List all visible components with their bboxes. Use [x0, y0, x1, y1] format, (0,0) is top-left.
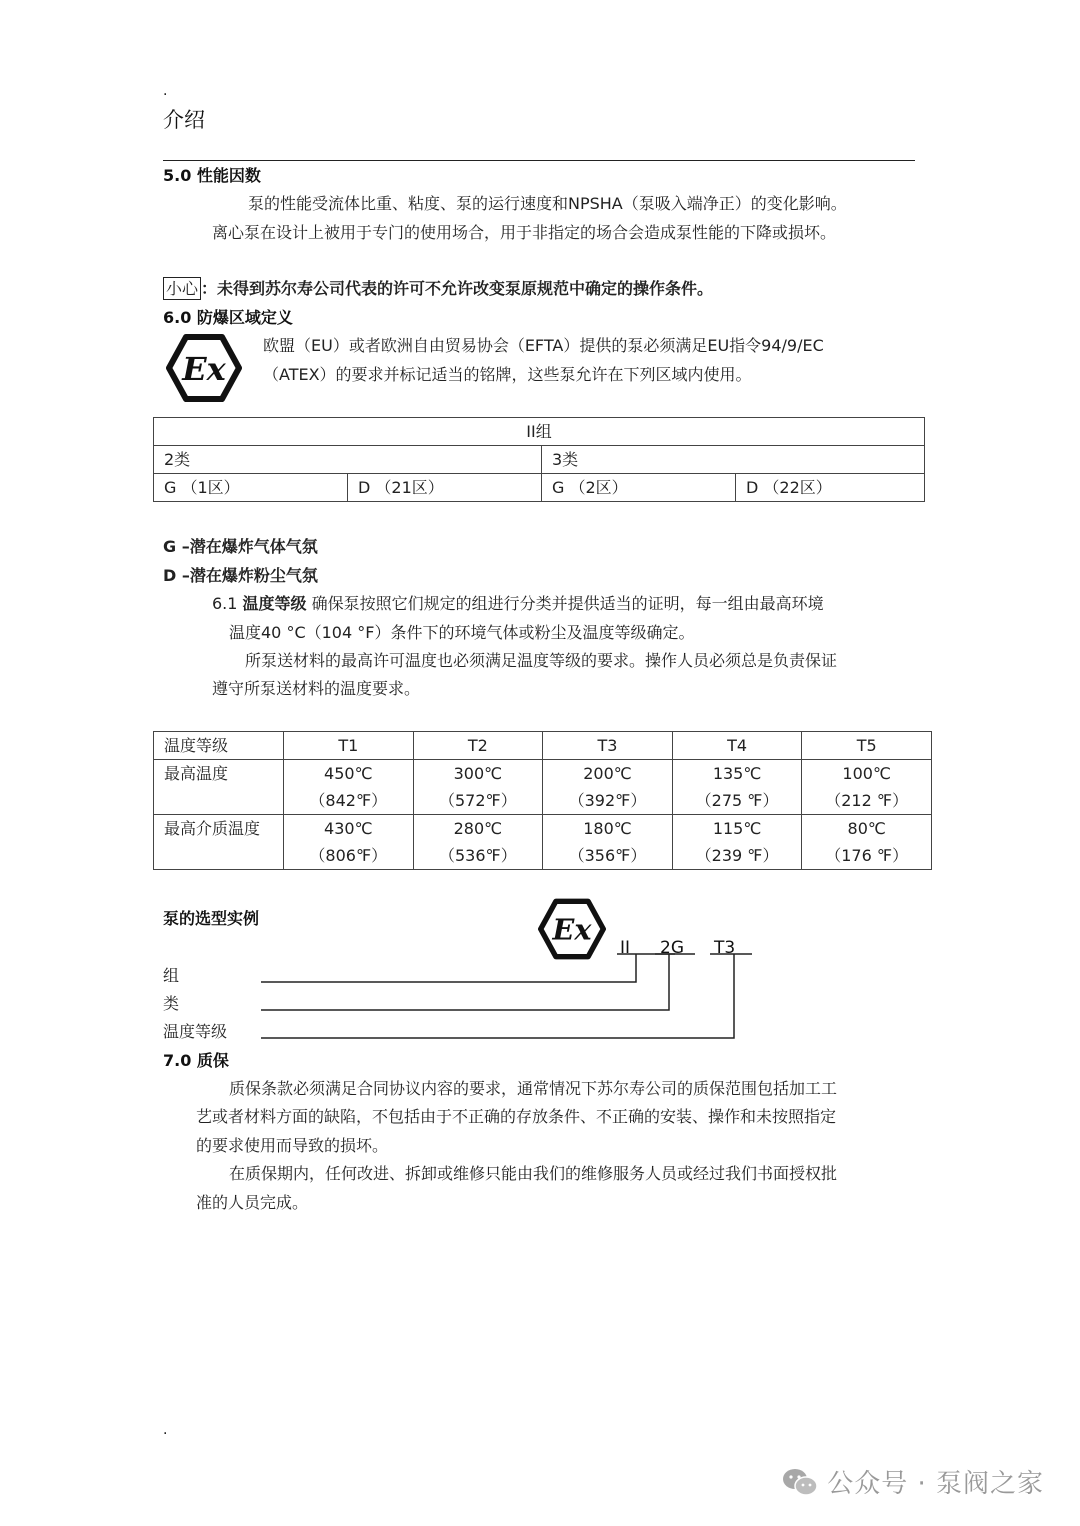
watermark-text: 公众号 · 泵阀之家: [827, 1469, 1044, 1499]
max-medium-temperature-cell: 430℃ （806℉）: [284, 815, 414, 870]
zone-cell: D （22区）: [736, 474, 925, 502]
svg-text:Ex: Ex: [182, 350, 226, 388]
caution-label: 小心: [163, 277, 201, 300]
section-6-1-line-4: 遵守所泵送材料的温度要求。: [212, 679, 421, 698]
section-7-line-2: 艺或者材料方面的缺陷，不包括由于不正确的存放条件、不正确的安装、操作和未按照指定: [196, 1107, 837, 1126]
selection-label-group: 组: [163, 966, 180, 985]
caution-text: 未得到苏尔寿公司代表的许可不允许改变泵原规范中确定的操作条件。: [217, 279, 714, 298]
max-temperature-cell: 200℃ （392℉）: [543, 760, 673, 815]
temperature-class-table: [153, 731, 932, 870]
section-6-1-line-3: 所泵送材料的最高许可温度也必须满足温度等级的要求。操作人员必须总是负责保证: [245, 651, 838, 670]
selection-example-heading: 泵的选型实例: [163, 909, 260, 928]
top-dot: .: [163, 83, 168, 99]
section-5-heading: 5.0 性能因数: [163, 166, 261, 185]
selection-label-category: 类: [163, 994, 180, 1013]
max-medium-temperature-cell: 115℃ （239 ℉）: [672, 815, 802, 870]
section-6-1-line-2: 温度40 °C（104 °F）条件下的环境气体或粉尘及温度等级确定。: [229, 623, 695, 642]
section-6-heading: 6.0 防爆区域定义: [163, 308, 293, 327]
section-7-heading: 7.0 质保: [163, 1051, 229, 1070]
max-temperature-cell: 450℃ （842℉）: [284, 760, 414, 815]
selection-label-temperature-class: 温度等级: [163, 1022, 228, 1041]
caution-colon: ：: [201, 279, 218, 298]
code-temperature-class: T3: [714, 938, 736, 958]
section-6-1-number: 6.1: [212, 594, 238, 613]
page-title: 介绍: [163, 108, 205, 132]
title-divider: [163, 160, 915, 161]
section-5-line-2: 离心泵在设计上被用于专门的使用场合，用于非指定的场合会造成泵性能的下降或损坏。: [212, 223, 837, 242]
max-temperature-cell: 135℃ （275 ℉）: [672, 760, 802, 815]
zone-category-2-cell: 2类: [154, 446, 542, 474]
caution-note: [163, 275, 713, 304]
max-medium-temperature-cell: 80℃ （176 ℉）: [802, 815, 932, 870]
section-7-line-4: 在质保期内，任何改进、拆卸或维修只能由我们的维修服务人员或经过我们书面授权批: [229, 1164, 838, 1183]
zone-cell: D （21区）: [348, 474, 542, 502]
max-temperature-label: 最高温度: [154, 760, 284, 815]
svg-text:Ex: Ex: [552, 912, 592, 947]
section-7-line-1: 质保条款必须满足合同协议内容的要求，通常情况下苏尔寿公司的质保范围包括加工工: [229, 1079, 838, 1098]
temperature-class-header: T1: [284, 732, 414, 760]
zone-cell: G （1区）: [154, 474, 348, 502]
temperature-class-header: T2: [413, 732, 543, 760]
selection-leader-lines: [255, 950, 765, 1045]
table-row: [154, 760, 932, 815]
section-6-1-heading: 温度等级: [242, 594, 307, 613]
code-group: II: [620, 938, 631, 958]
table-row: [154, 732, 932, 760]
max-medium-temperature-cell: 280℃ （536℉）: [413, 815, 543, 870]
temperature-class-header: T4: [672, 732, 802, 760]
max-medium-temperature-label: 最高介质温度: [154, 815, 284, 870]
section-5-line-1: 泵的性能受流体比重、粘度、泵的运行速度和NPSHA（泵吸入端净正）的变化影响。: [248, 194, 847, 213]
max-medium-temperature-cell: 180℃ （356℉）: [543, 815, 673, 870]
bottom-dot: .: [163, 1422, 168, 1438]
temperature-class-header: T5: [802, 732, 932, 760]
section-7-line-5: 准的人员完成。: [196, 1193, 309, 1212]
temperature-class-label: 温度等级: [154, 732, 284, 760]
max-temperature-cell: 100℃ （212 ℉）: [802, 760, 932, 815]
section-6-1-line-1: [212, 590, 824, 619]
max-temperature-cell: 300℃ （572℉）: [413, 760, 543, 815]
table-row: [154, 815, 932, 870]
zone-category-3-cell: 3类: [542, 446, 925, 474]
wechat-icon: [781, 1466, 819, 1498]
watermark: [781, 1463, 1044, 1500]
temperature-class-header: T3: [543, 732, 673, 760]
zone-cell: G （2区）: [542, 474, 736, 502]
section-6-line-2: （ATEX）的要求并标记适当的铭牌，这些泵允许在下列区域内使用。: [263, 365, 752, 384]
legend-gas: G –潜在爆炸气体气氛: [163, 537, 318, 556]
section-7-line-3: 的要求使用而导致的损坏。: [196, 1136, 389, 1155]
section-6-1-text: 确保泵按照它们规定的组进行分类并提供适当的证明，每一组由最高环境: [311, 594, 824, 613]
ex-mark-icon: [166, 334, 242, 402]
section-6-line-1: 欧盟（EU）或者欧洲自由贸易协会（EFTA）提供的泵必须满足EU指令94/9/EC: [263, 336, 824, 355]
zone-table: [153, 417, 925, 502]
zone-group-cell: II组: [154, 418, 925, 446]
legend-dust: D –潜在爆炸粉尘气氛: [163, 566, 318, 585]
code-category: 2G: [660, 938, 684, 958]
